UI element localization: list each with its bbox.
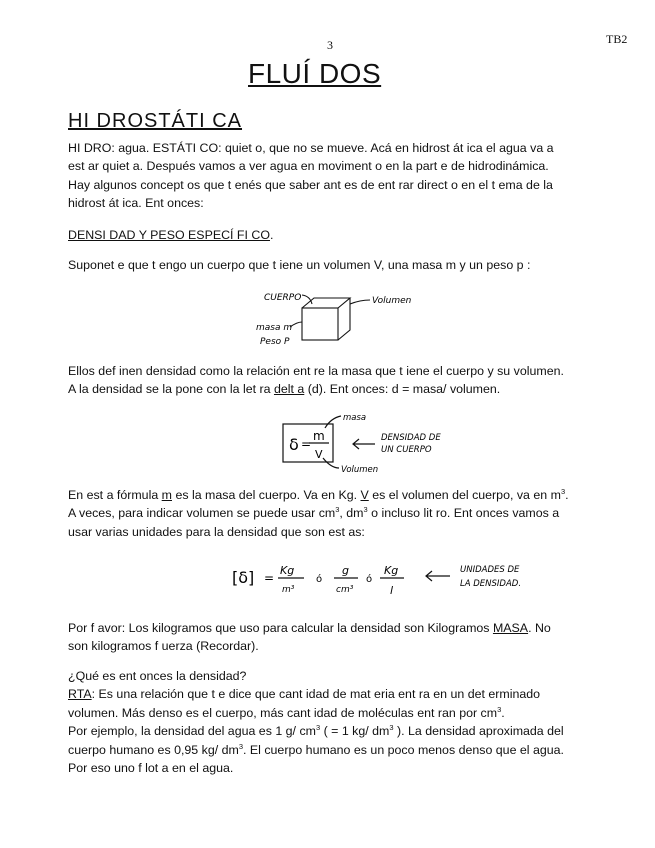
or-2: ó (366, 574, 373, 585)
answer-line-3 (68, 722, 598, 740)
answer-text: . El cuerpo humano es un poco menos denso que el agua. (243, 742, 565, 757)
document-tag: TB2 (606, 32, 628, 46)
arrow-left (353, 439, 375, 449)
question-line: ¿Qué es ent onces la densidad? (68, 669, 247, 683)
formula-label-2: UN CUERPO (381, 445, 432, 455)
cube-sketch (252, 282, 427, 362)
masa-underlined: MASA (492, 621, 529, 635)
subheading: DENSI DAD Y PESO ESPECÍ FI CO (68, 228, 270, 242)
volumen-label: Volumen (341, 465, 379, 475)
answer-line-5: Por eso uno f lot a en el agua. (68, 761, 234, 776)
masa-label: masa m (256, 323, 293, 333)
formula-paragraph (68, 486, 598, 541)
cube-front-face (302, 308, 338, 340)
answer-text: Por ejemplo, la densidad del agua es 1 g/ cm (68, 724, 316, 739)
unit1-den: m³ (282, 585, 295, 595)
qa-paragraph (68, 667, 598, 777)
intro-line: Hay algunos concept os que t enés que saber ant es de ent rar direct o en el t ema de la (68, 177, 553, 192)
arrow-left (426, 571, 450, 581)
superscript: 3 (560, 486, 566, 496)
volumen-leader (323, 458, 339, 468)
por-favor-text: . No (528, 621, 551, 635)
units-label-1: UNIDADES DE (460, 565, 520, 575)
answer-line-1 (68, 685, 598, 703)
cube-top-face (302, 298, 350, 308)
answer-text: : Es una relación que t e dice que cant idad de mat eria ent ra en un det erminado (91, 687, 541, 702)
por-favor-line-2: son kilogramos f uerza (Recordar). (68, 639, 259, 654)
answer-text: ( = 1 kg/ dm (320, 724, 390, 739)
formula-text: A veces, para indicar volumen se puede usar cm (68, 506, 336, 521)
formula-line-1 (68, 486, 598, 504)
v-underlined: V (360, 488, 369, 502)
definition-line-2 (68, 380, 598, 398)
formula-line-2 (68, 504, 598, 522)
definition-line-1: Ellos def inen densidad como la relación ent re la masa que t iene el cuerpo y su volumen. (68, 364, 564, 378)
formula-text: En est a fórmula (68, 488, 162, 502)
unit2-den: cm³ (336, 585, 354, 595)
superscript: 3 (497, 704, 502, 714)
suponete-line: Suponet e que t engo un cuerpo que t iene un volumen V, una masa m y un peso p : (68, 258, 531, 272)
masa-label: masa (343, 413, 367, 423)
answer-line-4 (68, 741, 598, 759)
definition-text: (d). Ent onces: d = masa/ volumen. (304, 382, 501, 397)
section-heading: HI DROSTÁTI CA (68, 110, 243, 132)
unit1-num: Kg (280, 564, 295, 577)
answer-text: volumen. Más denso es el cuerpo, más cant idad de moléculas ent ran por cm (68, 705, 498, 720)
cuerpo-label: CUERPO (264, 293, 302, 303)
formula-text: o incluso lit ro. Ent onces vamos a (367, 506, 560, 521)
answer-line-2 (68, 704, 598, 722)
intro-line: hidrost át ica. Ent onces: (68, 196, 204, 211)
formula-text: es la masa del cuerpo. Va en Kg. (172, 488, 361, 502)
superscript: 3 (389, 723, 394, 733)
cuerpo-leader (302, 295, 312, 304)
formula-text: . (565, 488, 569, 502)
formula-label-1: DENSIDAD DE (381, 433, 441, 443)
density-formula-sketch (275, 408, 460, 476)
subheading-period: . (269, 228, 274, 242)
cube-side-face (338, 298, 350, 340)
por-favor-text: Por f avor: Los kilogramos que uso para calcular la densidad son Kilogramos (68, 621, 493, 635)
answer-text: ). La densidad aproximada del (393, 724, 564, 739)
definition-paragraph (68, 362, 598, 399)
answer-text: . (501, 705, 505, 720)
units-sketch (228, 554, 558, 602)
delta-word: delt a (273, 382, 305, 397)
intro-line: est ar quiet a. Después vamos a ver agua en moviment o en la part e de hidrodinámica. (68, 159, 549, 174)
formula-text: , dm (339, 506, 364, 521)
unit3-den: l (390, 584, 394, 597)
equals-symbol: = (301, 437, 312, 451)
or-1: ó (316, 574, 323, 585)
peso-label: Peso P (260, 337, 290, 347)
volumen-label: Volumen (372, 296, 412, 306)
equals-symbol: = (264, 571, 275, 585)
unit3-num: Kg (384, 564, 399, 577)
superscript: 3 (238, 741, 243, 751)
intro-line: HI DRO: agua. ESTÁTI CO: quiet o, que no se mueve. Acá en hidrost át ica el agua va a (68, 141, 554, 155)
por-favor-paragraph (68, 619, 598, 656)
page-number: 3 (327, 38, 333, 52)
definition-text: A la densidad se la pone con la let ra (68, 382, 274, 397)
delta-bracket: [δ] (232, 568, 255, 587)
denominator-v: V (315, 448, 323, 461)
superscript: 3 (315, 723, 321, 733)
unit2-num: g (342, 564, 349, 577)
units-label-2: LA DENSIDAD. (460, 579, 522, 589)
delta-symbol: δ (289, 435, 299, 454)
numerator-m: m (313, 429, 325, 443)
rta-label: RTA (68, 687, 92, 702)
superscript: 3 (335, 505, 340, 515)
answer-text: cuerpo humano es 0,95 kg/ dm (68, 742, 239, 757)
formula-text: es el volumen del cuerpo, va en m (368, 488, 561, 502)
superscript: 3 (363, 505, 368, 515)
formula-line-3: usar varias unidades para la densidad que son est as: (68, 524, 365, 539)
subheading-row (68, 228, 273, 242)
intro-paragraph (68, 139, 598, 213)
volumen-leader (350, 300, 370, 304)
por-favor-line-1 (68, 619, 598, 637)
page-title: FLUÍ DOS (248, 58, 382, 89)
m-underlined: m (161, 488, 172, 502)
